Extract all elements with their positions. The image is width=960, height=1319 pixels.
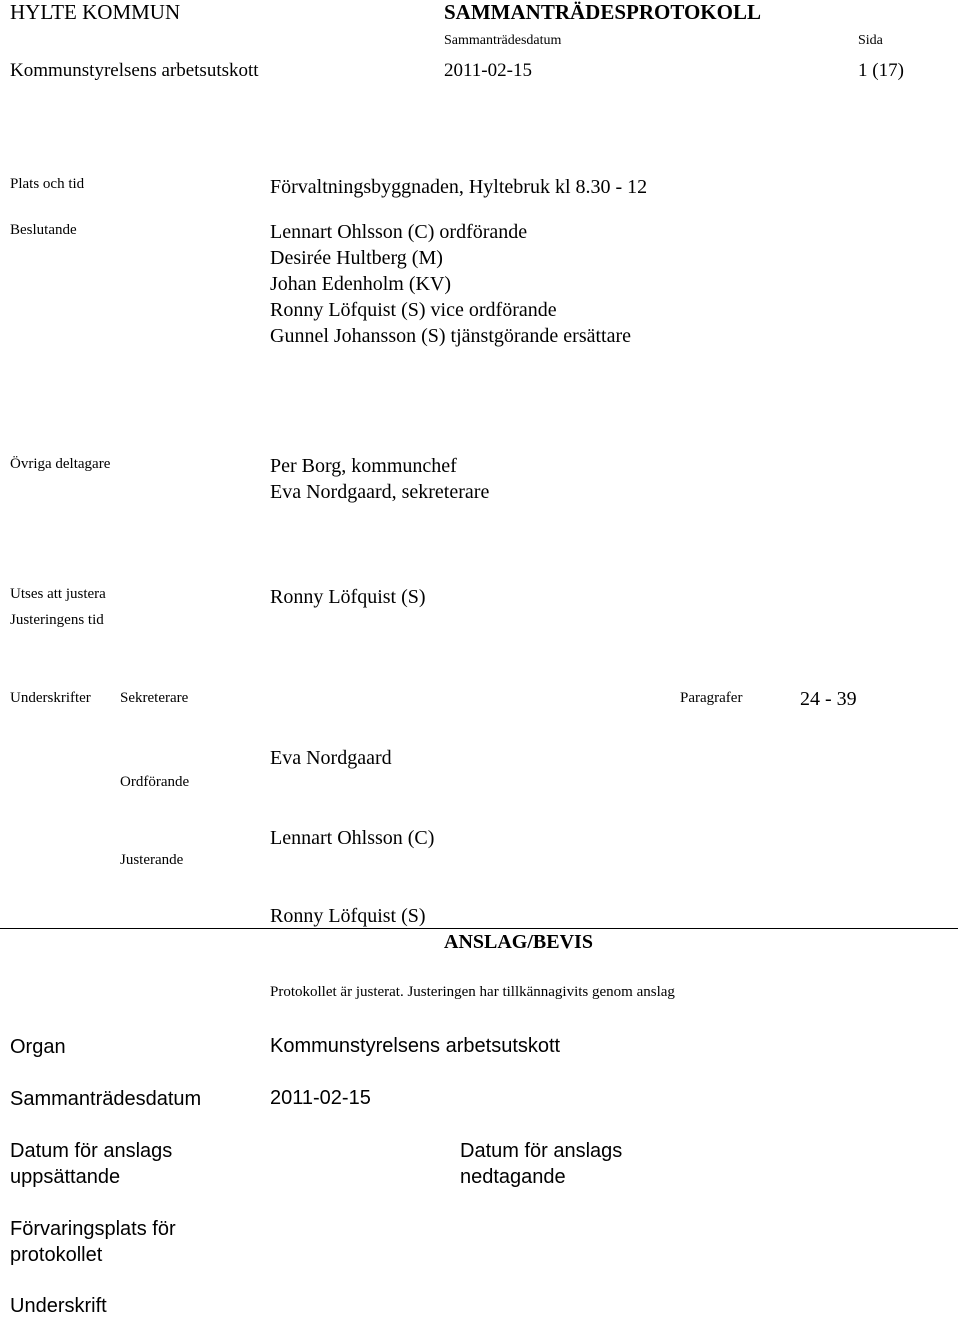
notice-date-label: Sammanträdesdatum (10, 1088, 202, 1110)
other-participants (270, 453, 489, 505)
notice-title: ANSLAG/BEVIS (444, 931, 593, 953)
adjuster-signature-label: Justerande (120, 852, 184, 868)
posted-label-line: Datum för anslags (10, 1140, 173, 1162)
paragraphs-label: Paragrafer (680, 690, 743, 706)
storage-label-line: protokollet (10, 1244, 103, 1266)
signature-label: Underskrift (10, 1295, 107, 1317)
storage-label-line: Förvaringsplats för (10, 1218, 176, 1240)
removed-label-line: nedtagande (460, 1166, 566, 1188)
member-item: Lennart Ohlsson (C) ordförande (270, 221, 528, 243)
header-date-label: Sammanträdesdatum (444, 33, 562, 48)
place-value: Förvaltningsbyggnaden, Hyltebruk kl 8.30 - 12 (270, 176, 648, 198)
removed-label-line: Datum för anslags (460, 1140, 623, 1162)
adjuster-label: Utses att justera (10, 586, 106, 602)
posted-label-line: uppsättande (10, 1166, 121, 1188)
member-item: Gunnel Johansson (S) tjänstgörande ersättare (270, 325, 632, 347)
secretary-label: Sekreterare (120, 690, 189, 706)
participant-item: Per Borg, kommunchef (270, 455, 457, 477)
chair-name: Lennart Ohlsson (C) (270, 827, 435, 849)
secretary-name: Eva Nordgaard (270, 747, 392, 769)
place-label: Plats och tid (10, 176, 85, 192)
document-type: SAMMANTRÄDESPROTOKOLL (444, 0, 761, 24)
header-page-label: Sida (858, 33, 883, 48)
organ-label: Organ (10, 1036, 66, 1058)
participant-item: Eva Nordgaard, sekreterare (270, 481, 490, 503)
org-name: HYLTE KOMMUN (10, 0, 181, 24)
adjuster-name: Ronny Löfquist (S) (270, 905, 426, 927)
paragraphs-value: 24 - 39 (800, 688, 857, 710)
adjuster-value: Ronny Löfquist (S) (270, 586, 426, 608)
posted-date-label (10, 1138, 172, 1190)
adjuster-time-label: Justeringens tid (10, 612, 104, 628)
storage-label (10, 1216, 176, 1268)
notice-date-value: 2011-02-15 (270, 1087, 371, 1109)
header-page: 1 (17) (858, 60, 904, 81)
member-item: Ronny Löfquist (S) vice ordförande (270, 299, 557, 321)
removed-date-label (460, 1138, 622, 1190)
header-body: Kommunstyrelsens arbetsutskott (10, 60, 259, 81)
member-item: Johan Edenholm (KV) (270, 273, 452, 295)
signatures-label: Underskrifter (10, 690, 91, 706)
deciding-label: Beslutande (10, 222, 77, 238)
member-item: Desirée Hultberg (M) (270, 247, 443, 269)
chair-label: Ordförande (120, 774, 190, 790)
organ-value: Kommunstyrelsens arbetsutskott (270, 1035, 561, 1057)
divider-line (0, 928, 958, 929)
deciding-members (270, 219, 631, 349)
notice-text: Protokollet är justerat. Justeringen har tillkännagivits genom anslag (270, 984, 675, 1000)
header-date: 2011-02-15 (444, 60, 532, 81)
other-participants-label: Övriga deltagare (10, 456, 111, 472)
